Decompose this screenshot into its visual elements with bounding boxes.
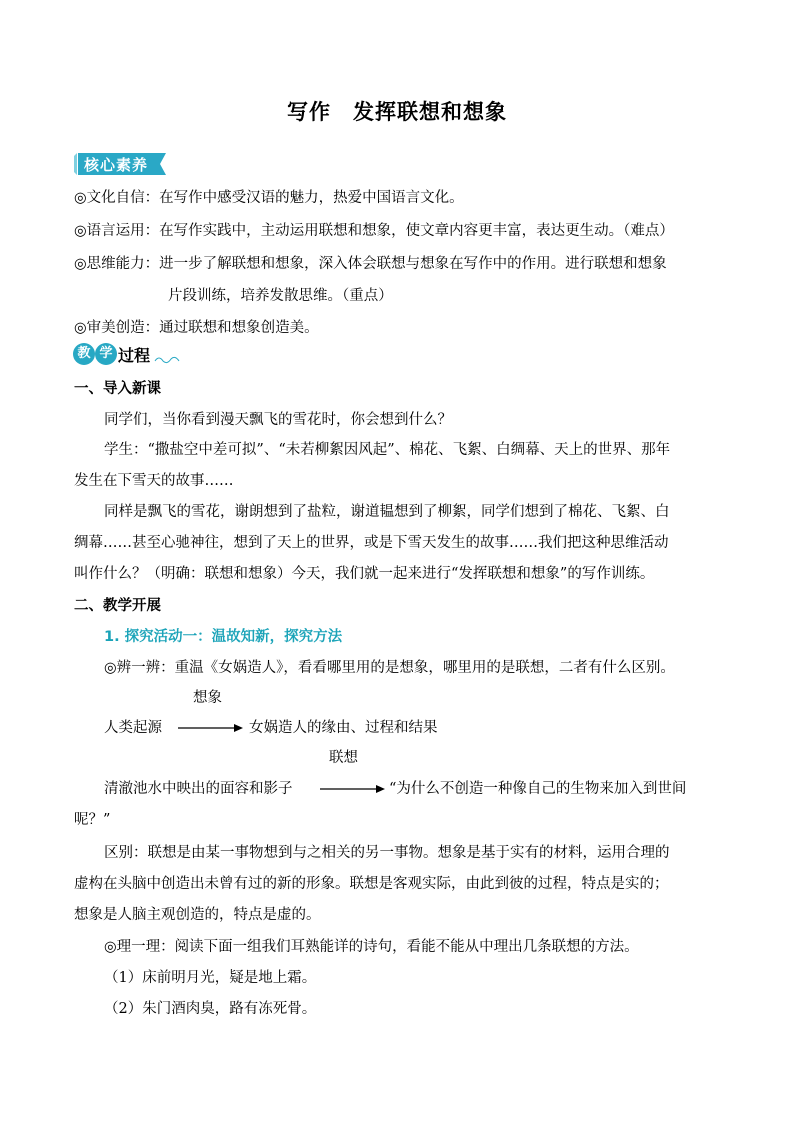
section-1-heading: 一、导入新课: [74, 381, 161, 397]
core-item-4: ◎审美创造：通过联想和想象创造美。: [74, 320, 319, 336]
section-2-heading: 二、教学开展: [74, 598, 161, 614]
bian-instruction: ◎辨一辨：重温《女娲造人》，看看哪里用的是想象，哪里用的是联想，二者有什么区别。: [104, 660, 675, 676]
activity-1-heading: 1. 探究活动一：温故知新，探究方法: [104, 629, 343, 645]
difference-p2: 虚构在头脑中创造出未曾有过的新的形象。联想是客观实际，由此到彼的过程，特点是实的；: [74, 876, 669, 892]
li-instruction: ◎理一理：阅读下面一组我们耳熟能详的诗句，看能不能从中理出几条联想的方法。: [104, 939, 639, 955]
process-circle-1: 教: [73, 343, 95, 365]
page-title: [0, 96, 794, 126]
difference-p3: 想象是人脑主观创造的，特点是虚的。: [74, 907, 321, 923]
core-item-1: ◎文化自信：在写作中感受汉语的魅力，热爱中国语言文化。: [74, 190, 464, 206]
arrow-right-icon: [178, 722, 244, 734]
imagination-label: 想象: [193, 690, 222, 706]
diagram2-left: 清澈池水中映出的面容和影子: [104, 781, 293, 797]
diagram2-right-cont: 呢？”: [74, 812, 111, 828]
core-item-3-cont: 片段训练，培养发散思维。（重点）: [168, 288, 393, 304]
arrow-right-icon: [320, 783, 386, 795]
title-right: 发挥联想和想象: [353, 100, 507, 124]
intro-p3-cont1: 绸幕……甚至心驰神往，想到了天上的世界，或是下雪天发生的故事……我们把这种思维活动: [74, 535, 669, 551]
intro-p3-cont2: 叫作什么？（明确：联想和想象）今天，我们就一起来进行“发挥联想和想象”的写作训练。: [74, 566, 655, 582]
intro-p3: 同样是飘飞的雪花，谢朗想到了盐粒，谢道韫想到了柳絮，同学们想到了棉花、飞絮、白: [104, 504, 670, 520]
core-literacy-badge: [74, 151, 172, 177]
core-item-2: ◎语言运用：在写作实践中，主动运用联想和想象，使文章内容更丰富，表达更生动。（难点）: [74, 223, 674, 239]
intro-p2-cont: 发生在下雪天的故事……: [74, 473, 234, 489]
title-left: 写作: [287, 100, 331, 124]
intro-p1: 同学们，当你看到漫天飘飞的雪花时，你会想到什么？: [104, 412, 452, 428]
diagram2-right: “为什么不创造一种像自己的生物来加入到世间: [389, 781, 687, 797]
badge-label: 核心素养: [84, 156, 149, 174]
diagram1-left: 人类起源: [104, 720, 162, 736]
core-item-3: ◎思维能力：进一步了解联想和想象，深入体会联想与想象在写作中的作用。进行联想和想象: [74, 256, 667, 272]
teaching-process-heading: [73, 343, 193, 369]
intro-p2: 学生：“撒盐空中差可拟”、“未若柳絮因风起”、棉花、飞絮、白绸幕、天上的世界、那年: [104, 442, 671, 458]
association-label: 联想: [329, 750, 358, 766]
process-circle-2: 学: [95, 343, 117, 365]
poem-line-2: （2）朱门酒肉臭，路有冻死骨。: [104, 1001, 317, 1017]
difference-p1: 区别：联想是由某一事物想到与之相关的另一事物。想象是基于实有的材料，运用合理的: [104, 845, 670, 861]
poem-line-1: （1）床前明月光，疑是地上霜。: [104, 970, 317, 986]
diagram1-right: 女娲造人的缘由、过程和结果: [249, 720, 438, 736]
process-label: 过程: [118, 346, 151, 365]
decorative-swirl-icon: [153, 353, 181, 365]
